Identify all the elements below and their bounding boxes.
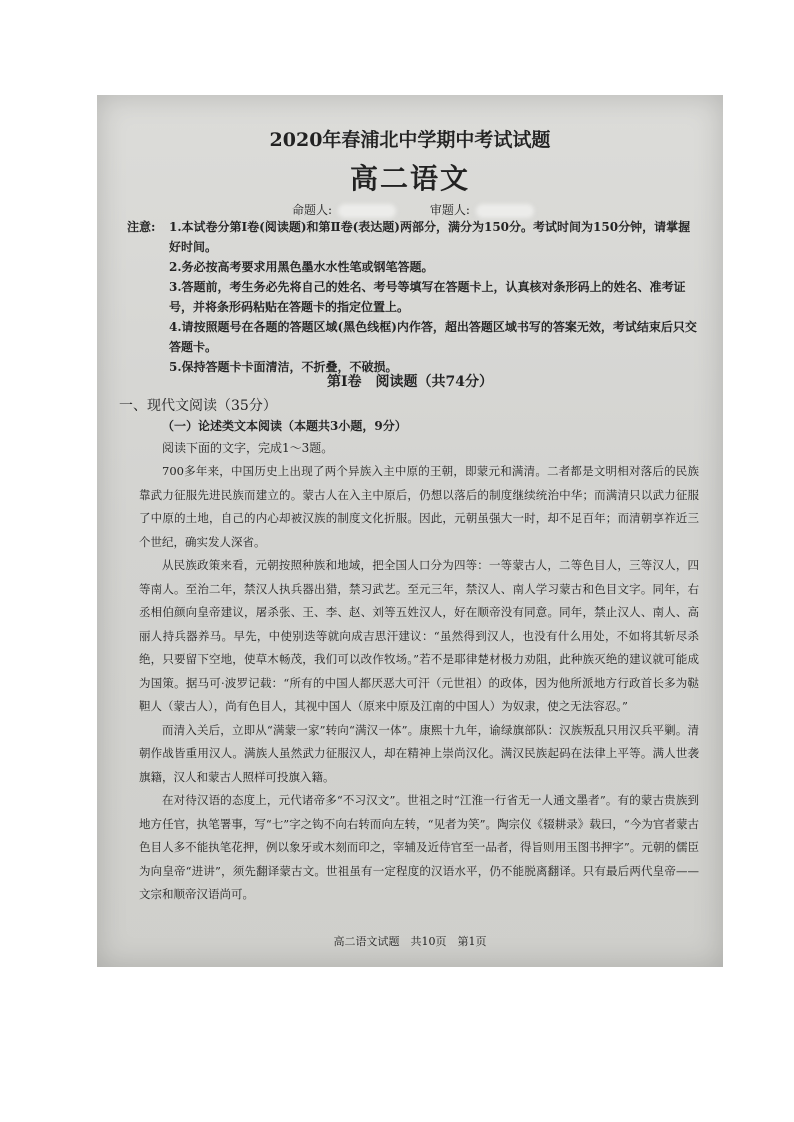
authors-line	[292, 201, 540, 218]
exam-title: 2020年春浦北中学期中考试试题	[269, 129, 551, 151]
passage-paragraph: 700多年来，中国历史上出现了两个异族入主中原的王朝，即蒙元和满清。二者都是文明相对落后的民族靠武力征服先进民族而建立的。蒙古人在入主中原后，仍想以落后的制度继续统治中华；而满清只以武力征服了中原的土地，自己的内心却被汉族的制度文化折服。因此，元朝虽强大一时，却不足百年；而清朝享祚近三个世纪，确实发人深省。	[139, 464, 699, 549]
subject-title: 高二语文	[349, 162, 470, 195]
sub-heading: （一）论述类文本阅读（本题共3小题，9分）	[162, 419, 407, 433]
part-heading: 一、现代文阅读（35分）	[119, 398, 277, 414]
instruction: 阅读下面的文字，完成1～3题。	[162, 441, 334, 455]
notice-item: 5.保持答题卡卡面清洁，不折叠，不破损。	[169, 360, 398, 374]
exam-paper-photo	[97, 95, 723, 967]
page-footer: 高二语文试题 共10页 第1页	[333, 935, 487, 948]
notice-item: 1.本试卷分第Ⅰ卷(阅读题)和第Ⅱ卷(表达题)两部分，满分为150分。考试时间为150分钟，请掌握好时间。	[169, 220, 691, 254]
passage-paragraph: 在对待汉语的态度上，元代诸帝多“不习汉文”。世祖之时“江淮一行省无一人通文墨者”。有的蒙古贵族到地方任官，执笔署事，写“七”字之钩不向右转而向左转，“见者为笑”。陶宗仪《辍耕录》载曰，“今为官者蒙古色目人多不能执笔花押，例以象牙或木刻而印之，宰辅及近侍官至一品者，得旨则用玉图书押字”。元朝的儒臣为向皇帝“进讲”，须先翻译蒙古文。世祖虽有一定程度的汉语水平，仍不能脱离翻译。只有最后两代皇帝——文宗和顺帝汉语尚可。	[139, 793, 699, 901]
notice-label: 注意:	[127, 220, 156, 234]
notice-item: 2.务必按高考要求用黑色墨水水性笔或钢笔答题。	[169, 260, 434, 274]
author-label: 命题人:	[292, 203, 333, 217]
notice-item: 4.请按照题号在各题的答题区域(黑色线框)内作答，超出答题区域书写的答案无效，考试结束后只交答题卡。	[169, 320, 697, 354]
notice-item: 3.答题前，考生务必先将自己的姓名、考号等填写在答题卡上，认真核对条形码上的姓名、准考证号，并将条形码粘贴在答题卡的指定位置上。	[169, 280, 686, 314]
passage-paragraph: 从民族政策来看，元朝按照种族和地域，把全国人口分为四等：一等蒙古人，二等色目人，三等汉人，四等南人。至治二年，禁汉人执兵器出猎，禁习武艺。至元三年，禁汉人、南人学习蒙古和色目文字。同年，右丞相伯颜向皇帝建议，屠杀张、王、李、赵、刘等五姓汉人，好在顺帝没有同意。同年，禁止汉人、南人、高丽人持兵器养马。早先，中使别迭等就向成吉思汗建议：“虽然得到汉人，也没有什么用处，不如将其斩尽杀绝，只要留下空地，使草木畅茂，我们可以改作牧场。”若不是耶律楚材极力劝阻，此种族灭绝的建议就可能成为国策。据马可·波罗记载：“所有的中国人都厌恶大可汗（元世祖）的政体，因为他所派地方行政首长多为鞑靼人（蒙古人），尚有色目人，其视中国人（原来中原及江南的中国人）为奴隶，使之无法容忍。”	[139, 558, 699, 713]
reading-passage	[139, 460, 699, 907]
section-title: 第Ⅰ卷 阅读题（共74分）	[326, 374, 494, 390]
author-name-redacted	[338, 204, 396, 218]
reviewer-name-redacted	[476, 204, 534, 218]
notice-block	[127, 217, 697, 377]
passage-paragraph: 而清入关后，立即从“满蒙一家”转向“满汉一体”。康熙十九年，谕绿旗部队：汉族叛乱只用汉兵平剿。清朝作战皆重用汉人。满族人虽然武力征服汉人，却在精神上崇尚汉化。满汉民族起码在法律上平等。满人世袭旗籍，汉人和蒙古人照样可投旗入籍。	[139, 722, 699, 784]
reviewer-label: 审题人:	[429, 203, 470, 217]
